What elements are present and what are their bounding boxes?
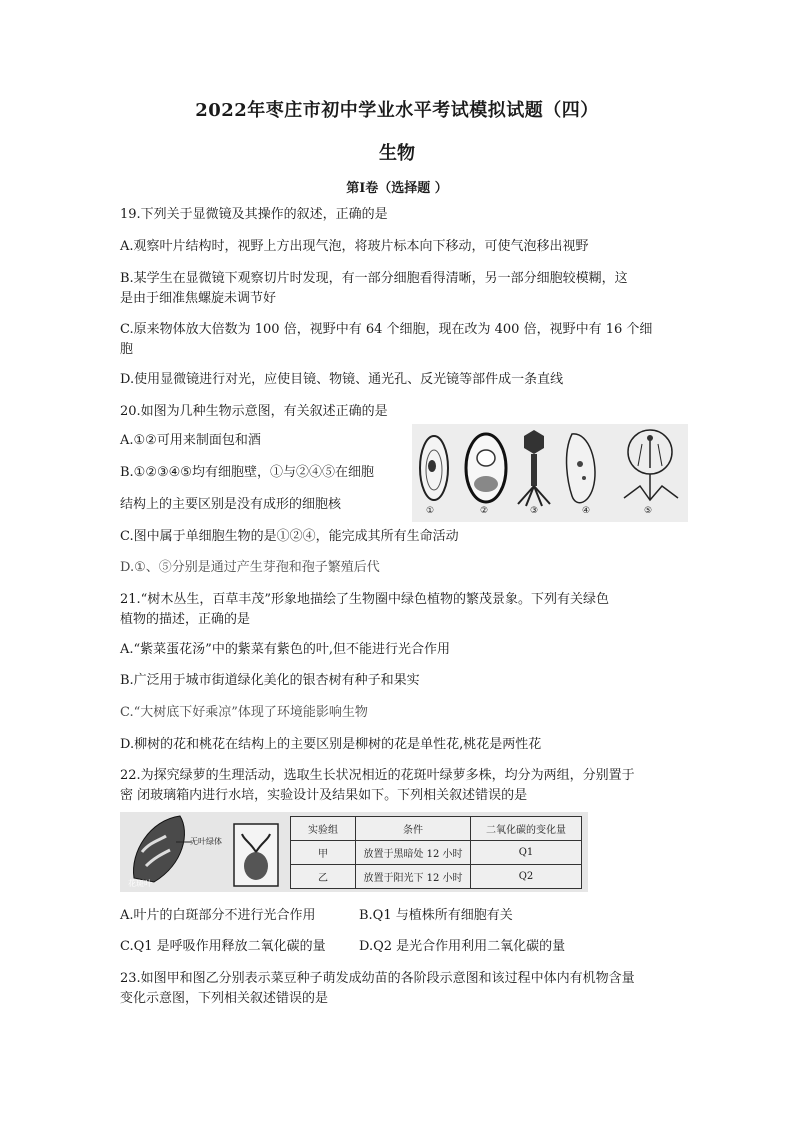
table-header-row [291,817,582,841]
q21-option-b: B.广泛用于城市街道绿化美化的银杏树有种子和果实 [120,673,420,688]
table-cell: Q1 [471,841,582,865]
organism-4 [567,434,595,503]
q22-option-a: A.叶片的白斑部分不进行光合作用 [120,908,316,923]
q20-option-b-cont: 结构上的主要区别是没有成形的细胞核 [120,497,342,512]
organism-1 [420,436,448,500]
organism-label-4: ④ [582,506,591,516]
q22-option-b: B.Q1 与植株所有细胞有关 [359,908,513,923]
q20-option-d: D.①、⑤分别是通过产生芽孢和孢子繁殖后代 [120,560,380,575]
q21-option-a: A.“紫菜蛋花汤”中的紫菜有紫色的叶,但不能进行光合作用 [120,642,450,657]
q21-option-c: C.“大树底下好乘凉”体现了环境能影响生物 [120,705,368,720]
q22-option-d: D.Q2 是光合作用利用二氧化碳的量 [359,939,566,954]
organism-3 [518,430,550,506]
q22-option-c: C.Q1 是呼吸作用释放二氧化碳的量 [120,939,326,954]
q20-stem: 20.如图为几种生物示意图，有关叙述正确的是 [120,404,388,419]
organisms-figure [412,424,688,522]
organism-label-3: ③ [530,506,539,516]
table-row [291,841,582,865]
q23-stem-cont: 变化示意图，下列相关叙述错误的是 [120,991,329,1006]
table-cell: 甲 [291,841,356,865]
table-header-group: 实验组 [291,817,356,841]
q19-option-b: B.某学生在显微镜下观察切片时发现，有一部分细胞看得清晰，另一部分细胞较模糊，这 [120,271,628,286]
table-cell: 放置于黑暗处 12 小时 [356,841,471,865]
organism-label-5: ⑤ [644,506,653,516]
white-spot-label: 无叶绿体 [190,837,222,846]
q21-stem-cont: 植物的描述，正确的是 [120,612,251,627]
table-cell: Q2 [471,865,582,889]
q19-option-c: C.原来物体放大倍数为 100 倍，视野中有 64 个细胞，现在改为 400 倍，视野中有 16 个细 [120,322,653,337]
q21-option-d: D.柳树的花和桃花在结构上的主要区别是柳树的花是单性花,桃花是两性花 [120,737,542,752]
q19-option-b-cont: 是由于细准焦螺旋未调节好 [120,291,277,306]
leaf-label: 花斑叶 [128,879,152,888]
table-header-condition: 条件 [356,817,471,841]
organism-label-2: ② [480,506,489,516]
organism-5 [624,430,678,500]
q22-stem: 22.为探究绿萝的生理活动，选取生长状况相近的花斑叶绿萝多株，均分为两组，分别置于 [120,768,635,783]
q19-option-c-cont: 胞 [120,342,134,357]
experiment-figure [120,812,588,892]
q21-stem: 21.“树木丛生，百草丰茂”形象地描绘了生物圈中绿色植物的繁茂景象。下列有关绿色 [120,592,609,607]
table-row [291,865,582,889]
table-cell: 放置于阳光下 12 小时 [356,865,471,889]
q23-stem: 23.如图甲和图乙分别表示菜豆种子萌发成幼苗的各阶段示意图和该过程中体内有机物含量 [120,971,635,986]
q19-option-a: A.观察叶片结构时，视野上方出现气泡，将玻片标本向下移动，可使气泡移出视野 [120,239,589,254]
q19-stem: 19.下列关于显微镜及其操作的叙述，正确的是 [120,207,388,222]
q20-option-c: C.图中属于单细胞生物的是①②④，能完成其所有生命活动 [120,529,459,544]
q22-stem-cont: 密 闭玻璃箱内进行水培，实验设计及结果如下。下列相关叙述错误的是 [120,788,528,803]
section-title: 第I卷（选择题 ） [346,181,448,196]
q20-option-a: A.①②可用来制面包和酒 [120,433,261,448]
q19-option-d: D.使用显微镜进行对光，应使目镜、物镜、通光孔、反光镜等部件成一条直线 [120,372,564,387]
organism-2 [466,434,506,502]
table-header-co2: 二氧化碳的变化量 [471,817,582,841]
table-cell: 乙 [291,865,356,889]
organism-label-1: ① [426,506,435,516]
page-title: 2022年枣庄市初中学业水平考试模拟试题（四） [195,100,599,121]
experiment-table [290,816,582,889]
q20-option-b: B.①②③④⑤均有细胞壁，①与②④⑤在细胞 [120,465,374,480]
subject-title: 生物 [379,143,415,164]
